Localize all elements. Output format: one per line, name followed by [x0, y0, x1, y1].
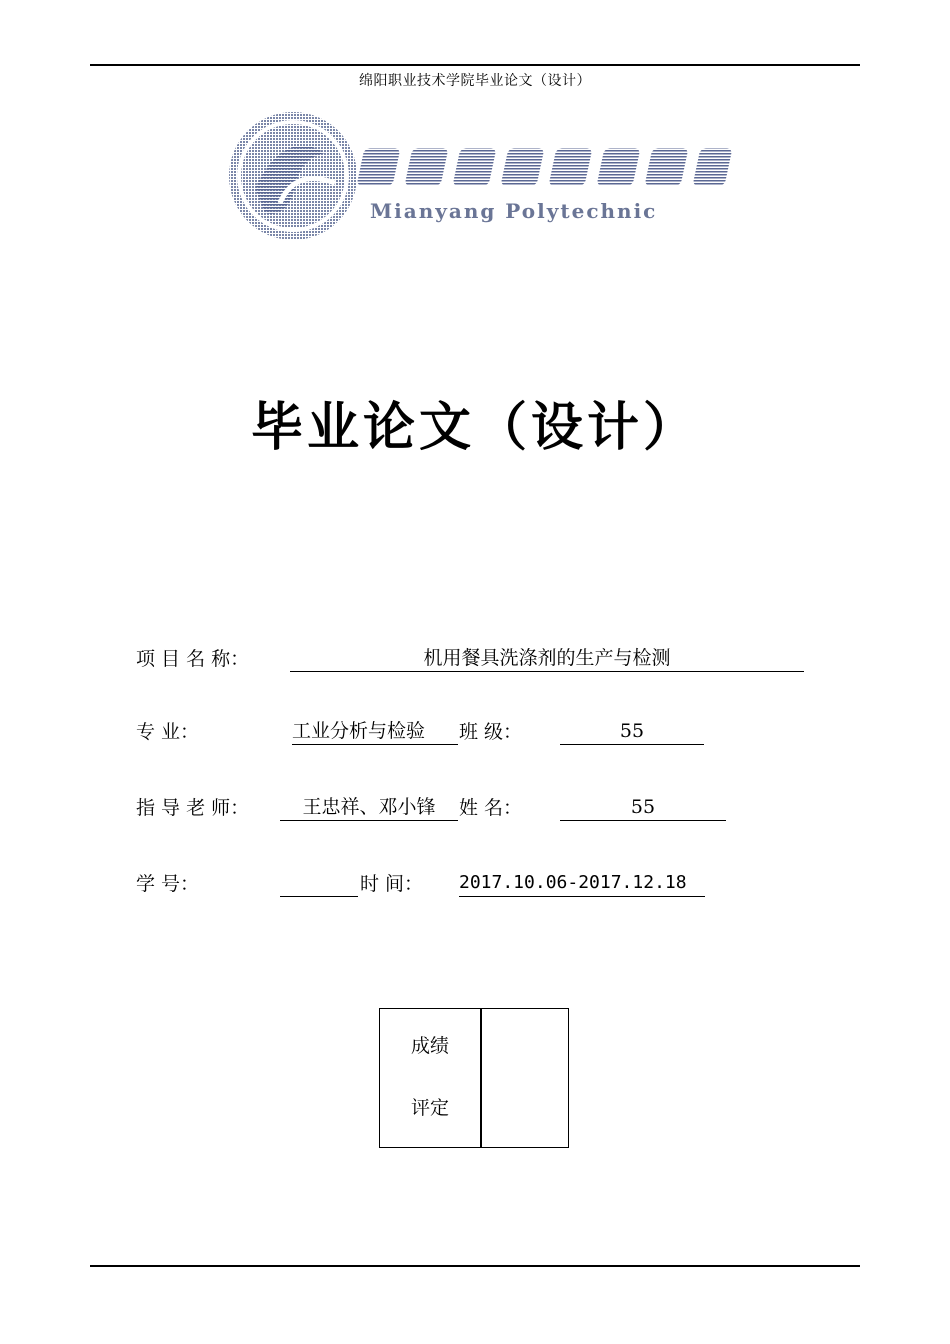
logo-chinese-wordmark	[356, 148, 732, 186]
running-header: 绵阳职业技术学院毕业论文（设计）	[359, 73, 591, 89]
advisor-label: 指 导 老 师：	[136, 797, 250, 819]
name-value: 55	[560, 794, 726, 821]
name-label: 姓 名：	[459, 797, 523, 819]
major-label: 专 业：	[136, 721, 200, 743]
major-value: 工业分析与检验	[292, 718, 458, 745]
class-value: 55	[560, 718, 704, 745]
time-value: 2017.10.06-2017.12.18	[459, 870, 705, 897]
student-id-label: 学 号：	[136, 873, 200, 895]
project-label: 项 目 名 称：	[136, 648, 250, 670]
grade-box	[379, 1008, 569, 1148]
grade-box-divider	[480, 1009, 482, 1147]
project-value: 机用餐具洗涤剂的生产与检测	[290, 645, 804, 672]
advisor-value: 王忠祥、邓小锋	[280, 794, 458, 821]
class-label: 班 级：	[459, 721, 523, 743]
time-label: 时 间：	[360, 873, 424, 895]
logo-english-wordmark: Mianyang Polytechnic	[370, 199, 658, 223]
grade-label-line1: 成绩	[410, 1035, 449, 1057]
document-title: 毕业论文（设计）	[250, 398, 699, 458]
grade-label-line2: 评定	[410, 1097, 449, 1119]
header-rule-top	[90, 64, 860, 66]
footer-rule-bottom	[90, 1265, 860, 1267]
student-id-value	[280, 870, 358, 897]
college-logo	[225, 108, 745, 248]
